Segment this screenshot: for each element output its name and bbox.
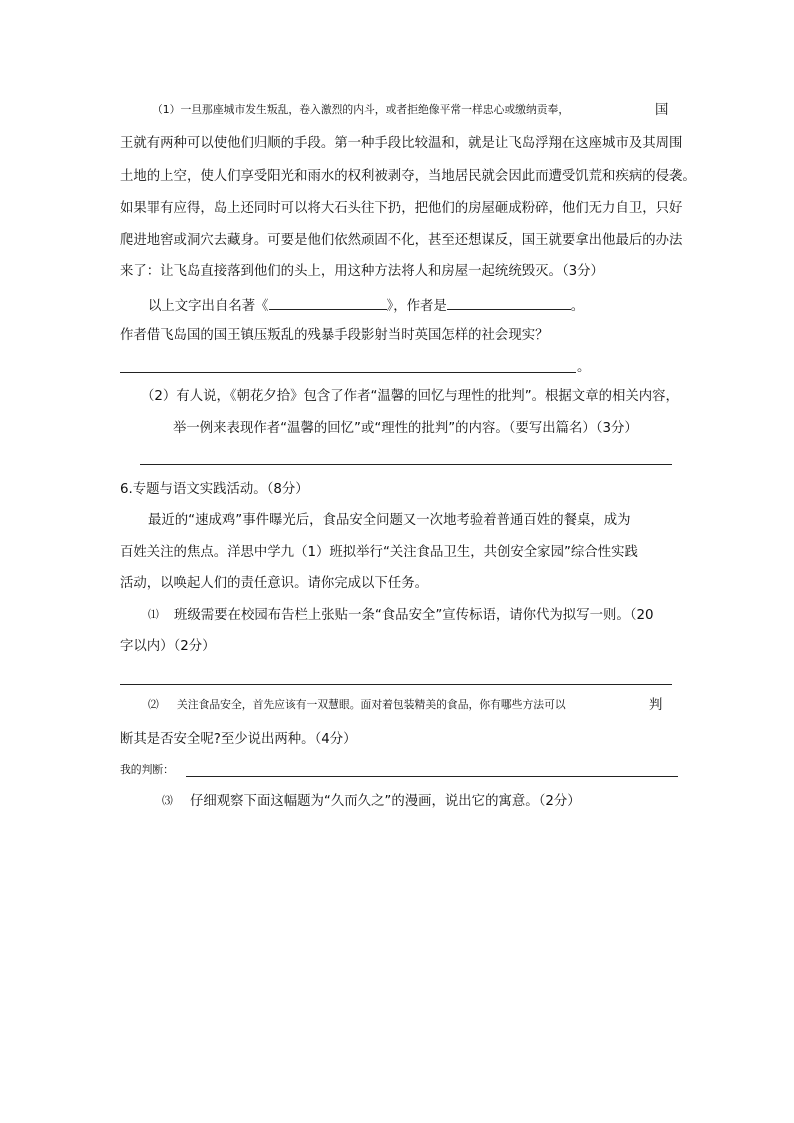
book-mid: 》，作者是 xyxy=(386,299,447,314)
judge-answer-line[interactable] xyxy=(186,776,678,777)
task3-number: ⑶ xyxy=(162,794,173,807)
task1-answer-line[interactable] xyxy=(120,684,672,685)
society-answer-line[interactable] xyxy=(120,372,576,373)
q6-title: 6.专题与语文实践活动。（8分） xyxy=(120,482,309,497)
q1-line1-end: 国 xyxy=(655,103,669,118)
q1-line2: 王就有两种可以使他们归顺的手段。第一种手段比较温和，就是让飞岛浮翔在这座城市及其周围 xyxy=(120,136,683,151)
q1-line3: 土地的上空，使人们享受阳光和雨水的权利被剥夺，当地居民就会因此而遭受饥荒和疾病的侵袭。 xyxy=(120,169,696,184)
task1-number: ⑴ xyxy=(148,608,159,621)
q2-line1: （2）有人说，《朝花夕拾》包含了作者“温馨的回忆与理性的批判”。根据文章的相关内容， xyxy=(141,389,679,404)
q6-intro1: 最近的“速成鸡”事件曝光后，食品安全问题又一次地考验着普通百姓的餐桌，成为 xyxy=(148,513,631,528)
task1-line2: 字以内）（2分） xyxy=(120,639,216,654)
task2-line2: 断其是否安全呢?至少说出两种。（4分） xyxy=(120,732,357,747)
task2-number: ⑵ xyxy=(148,698,159,711)
q1-line1: （1）一旦那座城市发生叛乱，卷入激烈的内斗，或者拒绝像平常一样忠心或缴纳贡奉， xyxy=(152,103,570,116)
task3-line1: 仔细观察下面这幅题为“久而久之”的漫画，说出它的寓意。（2分） xyxy=(190,794,581,809)
task2-line1-end: 判 xyxy=(649,698,663,713)
book-prefix: 以上文字出自名著《 xyxy=(148,299,269,314)
q1-line4: 如果罪有应得，岛上还同时可以将大石头往下扔，把他们的房屋砸成粉碎，他们无力自卫，只好 xyxy=(120,201,683,216)
q1-line6: 来了：让飞岛直接落到他们的头上，用这种方法将人和房屋一起统统毁灭。（3分） xyxy=(120,264,604,279)
book-end: 。 xyxy=(570,299,585,314)
book-question xyxy=(148,296,584,313)
book-title-blank[interactable] xyxy=(269,296,387,310)
q6-intro3: 活动，以唤起人们的责任意识。请你完成以下任务。 xyxy=(120,576,428,591)
q2-line2: 举一例来表现作者“温馨的回忆”或“理性的批判”的内容。（要写出篇名）（3分） xyxy=(173,421,638,436)
author-blank[interactable] xyxy=(447,296,571,310)
judge-label: 我的判断： xyxy=(120,763,174,776)
task1-line1: 班级需要在校园布告栏上张贴一条“食品安全”宣传标语，请你代为拟写一则。（20 xyxy=(174,608,654,623)
q6-intro2: 百姓关注的焦点。洋思中学九（1）班拟举行“关注食品卫生，共创安全家园”综合性实践 xyxy=(120,545,638,560)
q2-answer-line[interactable] xyxy=(140,464,672,465)
q1-line5: 爬进地窖或洞穴去藏身。可要是他们依然顽固不化，甚至还想谋反，国王就要拿出他最后的办法 xyxy=(120,233,683,248)
task2-line1: 关注食品安全，首先应该有一双慧眼。面对着包装精美的食品，你有哪些方法可以 xyxy=(177,698,566,711)
society-question: 作者借飞岛国的国王镇压叛乱的残暴手段影射当时英国怎样的社会现实？ xyxy=(120,328,549,343)
society-answer-end: 。 xyxy=(577,360,591,375)
